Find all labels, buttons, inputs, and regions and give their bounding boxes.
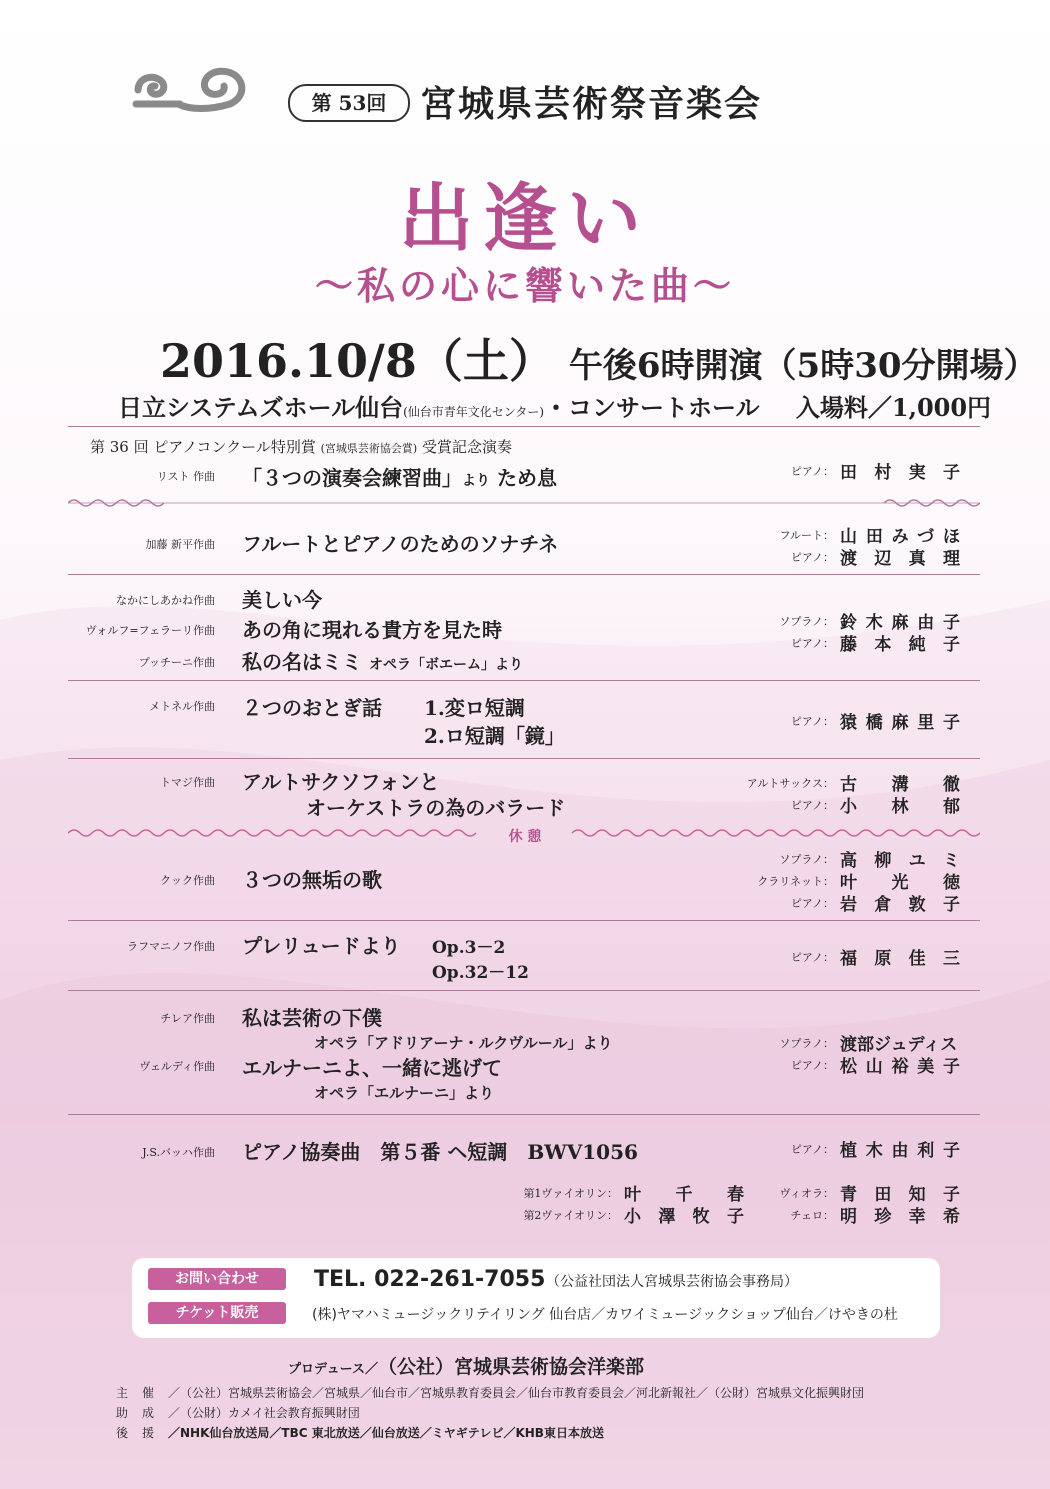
- performer: [700, 1030, 960, 1055]
- work-title: プレリュードより: [242, 934, 401, 958]
- work-title-line2: オーケストラの為のバラード: [306, 796, 566, 820]
- performer-name: 鈴木麻由子: [840, 613, 960, 633]
- divider: [68, 574, 980, 575]
- composer: ヴォルフ=フェラーリ作曲: [85, 624, 215, 637]
- performer: [700, 846, 960, 871]
- event-time: 午後6時開演（5時30分開場）: [568, 346, 1038, 386]
- performer-role: クラリネット：: [757, 875, 834, 888]
- composer: プッチーニ作曲: [138, 656, 215, 669]
- performer: [700, 608, 960, 633]
- work-title: ３つの無垢の歌: [242, 868, 382, 892]
- supporters: ／NHK仙台放送局／TBC 東北放送／仙台放送／ミヤギテレビ／KHB東日本放送: [168, 1426, 604, 1440]
- performer-role: ソプラノ：: [779, 853, 834, 866]
- performer-name: 田村実子: [840, 463, 960, 483]
- divider: [68, 426, 980, 427]
- performer-role: ピアノ：: [790, 1143, 834, 1156]
- work-note: オペラ「アドリアーナ・ルクヴルール」より: [314, 1034, 613, 1052]
- contact-label: お問い合わせ: [148, 1268, 286, 1290]
- divider: [68, 990, 980, 991]
- performer-name: 植木由利子: [840, 1141, 960, 1161]
- work-title: 私は芸術の下僕: [242, 1006, 382, 1030]
- performer-role: ピアノ：: [790, 799, 834, 812]
- composer: なかにしあかね作曲: [116, 594, 215, 607]
- performer-name: 古溝徹: [840, 775, 960, 795]
- work-part: Op.32－12: [432, 963, 529, 983]
- work-part: Op.3－2: [432, 938, 506, 958]
- divider: [68, 758, 980, 759]
- hall-name: ・コンサートホール: [544, 393, 760, 422]
- festival-title: 宮城県芸術祭音楽会: [420, 83, 763, 125]
- performer: [700, 890, 960, 915]
- performer: [700, 792, 960, 817]
- performer-role: ヴィオラ：: [779, 1187, 834, 1200]
- subtitle: ～私の心に響いた曲～: [314, 263, 735, 308]
- performer: [700, 944, 960, 969]
- performer-name: 小林郁: [840, 797, 960, 817]
- performer-role: ピアノ：: [790, 1059, 834, 1072]
- ticket-label: チケット販売: [148, 1302, 286, 1324]
- performer-name: 明珍幸希: [840, 1207, 960, 1227]
- performer-name: 青田知子: [840, 1185, 960, 1205]
- work-yori: より: [462, 473, 490, 489]
- edition-badge: 第 53回: [288, 84, 410, 122]
- venue-note: (仙台市青年文化センター): [403, 405, 545, 419]
- composer: チレア作曲: [160, 1012, 215, 1025]
- work-title: ２つのおとぎ話: [242, 696, 382, 720]
- performer-name: 松山裕美子: [840, 1057, 960, 1077]
- grant: ／（公財）カメイ社会教育振興財団: [168, 1406, 360, 1420]
- performer: [700, 630, 960, 655]
- performer-role: 第1ヴァイオリン：: [523, 1187, 618, 1200]
- composer: ヴェルディ作曲: [139, 1060, 215, 1073]
- performer-name: 叶千春: [624, 1185, 744, 1205]
- venue-name: 日立システムズホール仙台: [118, 393, 404, 422]
- performer-role: ピアノ：: [790, 637, 834, 650]
- performer-role: ピアノ：: [790, 897, 834, 910]
- work-title: [242, 646, 523, 675]
- award-suffix: 受賞記念演奏: [422, 438, 513, 456]
- work-name: 私の名はミミ: [242, 650, 362, 674]
- work-tail: ため息: [496, 466, 557, 490]
- performer-role: ソプラノ：: [779, 1037, 834, 1050]
- ticket-shops: (株)ヤマハミュージックリテイリング 仙台店／カワイミュージックショップ仙台／けやきの杜: [312, 1307, 898, 1323]
- composer: 加藤 新平作曲: [145, 538, 215, 551]
- work-title: [242, 462, 557, 491]
- performer-name: 岩倉敦子: [840, 895, 960, 915]
- work-title: ピアノ協奏曲 第５番 ヘ短調 BWV1056: [242, 1140, 638, 1164]
- festival-logo: [130, 60, 250, 120]
- string-player: [700, 1202, 960, 1227]
- performer-role: チェロ：: [790, 1209, 834, 1222]
- divider: [68, 1114, 980, 1115]
- composer: J.S.バッハ作曲: [142, 1146, 215, 1159]
- support-line: [116, 1424, 604, 1441]
- performer-name: 山田みづほ: [840, 527, 960, 547]
- performer-name: 藤本純子: [840, 635, 960, 655]
- work-title: アルトサクソフォンと: [242, 770, 440, 794]
- performer-role: ピアノ：: [790, 715, 834, 728]
- work-title: 美しい今: [242, 588, 322, 612]
- organizers-line: [116, 1384, 864, 1401]
- admission-fee: 入場料／1,000円: [795, 393, 992, 422]
- work-name: 「３つの演奏会練習曲」: [242, 466, 462, 490]
- performer-role: アルトサックス：: [746, 777, 834, 790]
- performer-name: 渡部ジュディス: [840, 1035, 958, 1055]
- performer-role: ピアノ：: [790, 951, 834, 964]
- performer: [700, 1052, 960, 1077]
- composer: ラフマニノフ作曲: [127, 940, 215, 953]
- composer: メトネル作曲: [149, 700, 215, 713]
- support-label: 後援: [116, 1426, 169, 1440]
- intermission-label: 休 憩: [508, 829, 542, 845]
- ornament-divider: [68, 497, 980, 509]
- contact-phone[interactable]: TEL. 022-261-7055: [314, 1267, 546, 1292]
- work-title: フルートとピアノのためのソナチネ: [242, 532, 559, 556]
- divider: [68, 680, 980, 681]
- work-note: オペラ「エルナーニ」より: [314, 1084, 495, 1102]
- performer: [700, 458, 960, 483]
- performer-role: ピアノ：: [790, 465, 834, 478]
- performer: [700, 770, 960, 795]
- performer-name: 渡辺真理: [840, 549, 960, 569]
- award-line: [90, 436, 512, 457]
- producer-label: プロデュース／: [288, 1362, 378, 1377]
- composer: リスト 作曲: [156, 470, 215, 483]
- producer-line: [288, 1352, 644, 1379]
- grant-line: [116, 1404, 360, 1421]
- work-part: 2.ロ短調「鏡」: [424, 724, 565, 748]
- performer-name: 小澤牧子: [624, 1207, 744, 1227]
- performer: [700, 1136, 960, 1161]
- performer-name: 叶光徳: [840, 873, 960, 893]
- organizer-label: 主催: [116, 1386, 169, 1400]
- performer-role: ソプラノ：: [779, 615, 834, 628]
- performer-name: 高柳ユミ: [840, 851, 960, 871]
- event-date-time: [160, 325, 1038, 391]
- main-title: 出逢い: [399, 176, 651, 262]
- performer: [700, 544, 960, 569]
- producer-name: （公社）宮城県芸術協会洋楽部: [377, 1356, 644, 1378]
- string-player: [700, 1180, 960, 1205]
- divider: [68, 920, 980, 921]
- award-prefix: 第 36 回 ピアノコンクール特別賞: [90, 438, 316, 456]
- composer: トマジ作曲: [160, 776, 215, 789]
- performer-name: 福原佳三: [840, 949, 960, 969]
- performer: [700, 868, 960, 893]
- venue-line: [118, 388, 991, 423]
- performer: [700, 708, 960, 733]
- award-note: (宮城県芸術協会賞): [320, 442, 418, 455]
- work-title: エルナーニよ、一緒に逃げて: [242, 1056, 502, 1080]
- work-part: 1.変ロ短調: [424, 696, 525, 720]
- organizers: ／（公社）宮城県芸術協会／宮城県／仙台市／宮城県教育委員会／仙台市教育委員会／河北新報社／（公財）宮城県文化振興財団: [168, 1386, 865, 1400]
- performer-name: 猿橋麻里子: [840, 713, 960, 733]
- performer-role: 第2ヴァイオリン：: [523, 1209, 618, 1222]
- composer: クック作曲: [160, 874, 215, 887]
- grant-label: 助成: [116, 1406, 169, 1420]
- contact-org: （公益社団法人宮城県芸術協会事務局）: [546, 1274, 798, 1290]
- work-note: オペラ「ボエーム」より: [368, 657, 523, 673]
- performer-role: ピアノ：: [790, 551, 834, 564]
- work-title: あの角に現れる貴方を見た時: [242, 618, 502, 642]
- event-weekday: （土）: [416, 334, 555, 388]
- performer-role: フルート：: [779, 529, 834, 542]
- event-date: 2016.10/8: [160, 334, 417, 388]
- performer: [700, 522, 960, 547]
